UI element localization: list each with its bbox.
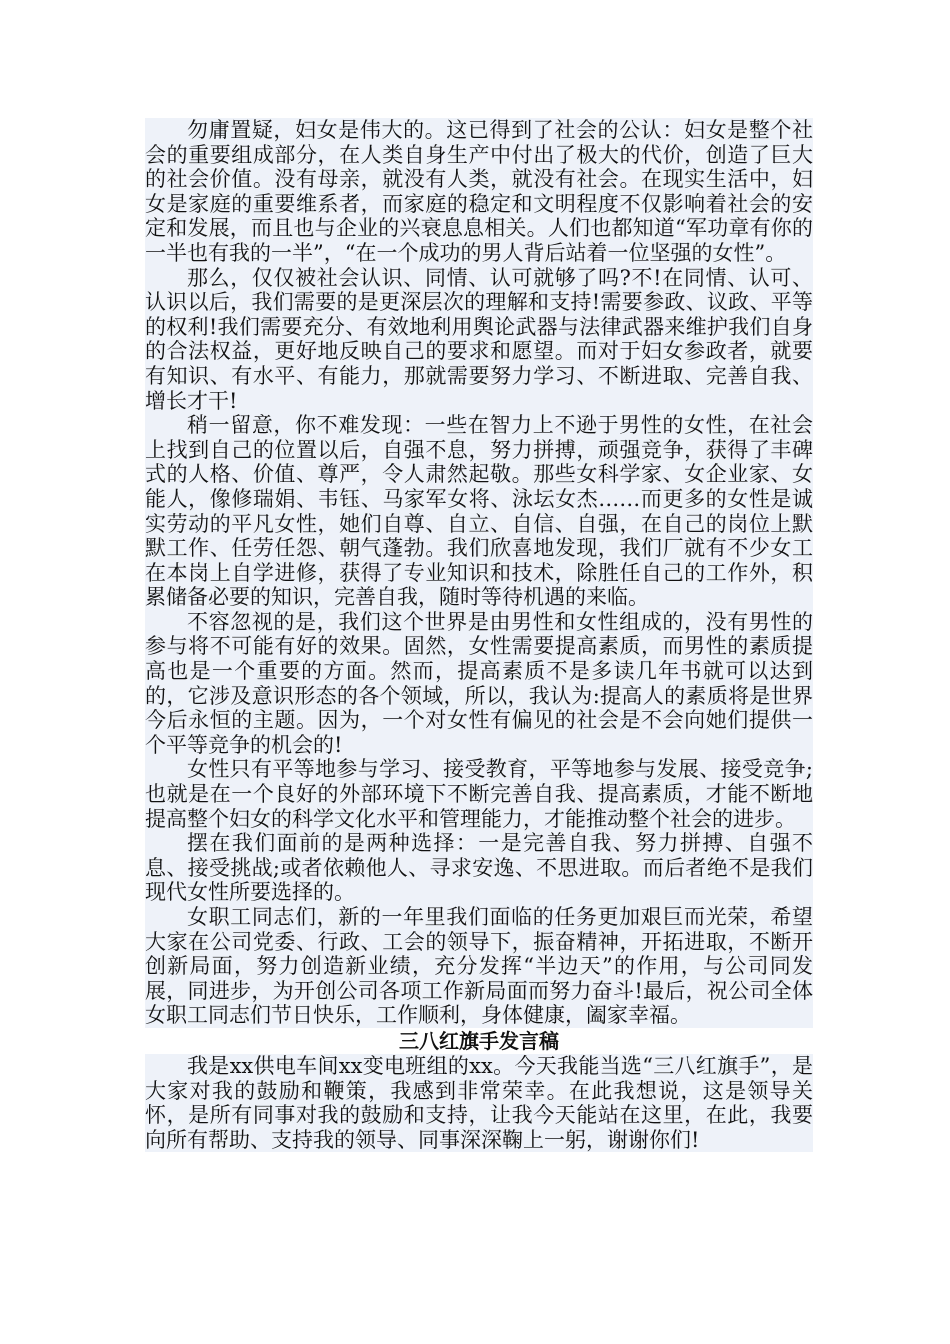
paragraph-1: 勿庸置疑，妇女是伟大的。这已得到了社会的公认：妇女是整个社会的重要组成部分，在人类自身生产中付出了极大的代价，创造了巨大的社会价值。没有母亲，就没有人类，就没有社会。在现实生活中，妇女是家庭的重要维系者，而家庭的稳定和文明程度不仅影响着社会的安定和发展，而且也与企业的兴衰息息相关。人们也都知道“军功章有你的一半也有我的一半”，“在一个成功的男人背后站着一位坚强的女性”。 bbox=[145, 118, 813, 265]
paragraph-6: 摆在我们面前的是两种选择：一是完善自我、努力拼搏、自强不息、接受挑战;或者依赖他人、寻求安逸、不思进取。而后者绝不是我们现代女性所要选择的。 bbox=[145, 831, 813, 905]
paragraph-3: 稍一留意，你不难发现：一些在智力上不逊于男性的女性，在社会上找到自己的位置以后，自强不息，努力拼搏，顽强竞争，获得了丰碑式的人格、价值、尊严，令人肃然起敬。那些女科学家、女企业家、女能人，像修瑞娟、韦钰、马家军女将、泳坛女杰……而更多的女性是诚实劳动的平凡女性，她们自尊、自立、自信、自强，在自己的岗位上默默工作、任劳任怨、朝气蓬勃。我们欣喜地发现，我们厂就有不少女工在本岗上自学进修，获得了专业知识和技术，除胜任自己的工作外，积累储备必要的知识，完善自我，随时等待机遇的来临。 bbox=[145, 413, 813, 610]
paragraph-7: 女职工同志们，新的一年里我们面临的任务更加艰巨而光荣，希望大家在公司党委、行政、工会的领导下，振奋精神，开拓进取，不断开创新局面，努力创造新业绩，充分发挥“半边天”的作用，与公司同发展，同进步，为开创公司各项工作新局面而努力奋斗!最后，祝公司全体女职工同志们节日快乐，工作顺利，身体健康，阖家幸福。 bbox=[145, 905, 813, 1028]
closing-paragraph: 我是xx供电车间xx变电班组的xx。今天我能当选“三八红旗手”，是大家对我的鼓励和鞭策，我感到非常荣幸。在此我想说，这是领导关怀，是所有同事对我的鼓励和支持，让我今天能站在这里，在此，我要向所有帮助、支持我的领导、同事深深鞠上一躬，谢谢你们! bbox=[145, 1053, 813, 1152]
paragraph-4: 不容忽视的是，我们这个世界是由男性和女性组成的，没有男性的参与将不可能有好的效果。固然，女性需要提高素质，而男性的素质提高也是一个重要的方面。然而，提高素质不是多读几年书就可以达到的，它涉及意识形态的各个领域，所以，我认为:提高人的素质将是世界今后永恒的主题。因为，一个对女性有偏见的社会是不会向她们提供一个平等竞争的机会的! bbox=[145, 609, 813, 757]
section-heading: 三八红旗手发言稿 bbox=[145, 1028, 813, 1054]
paragraph-2: 那么，仅仅被社会认识、同情、认可就够了吗?不!在同情、认可、认识以后，我们需要的是更深层次的理解和支持!需要参政、议政、平等的权利!我们需要充分、有效地利用舆论武器与法律武器来维护我们自身的合法权益，更好地反映自己的要求和愿望。而对于妇女参政者，就要有知识、有水平、有能力，那就需要努力学习、不断进取、完善自我、增长才干! bbox=[145, 265, 813, 413]
document-page bbox=[145, 118, 813, 1152]
paragraph-5: 女性只有平等地参与学习、接受教育，平等地参与发展、接受竞争;也就是在一个良好的外部环境下不断完善自我、提高素质，才能不断地提高整个妇女的科学文化水平和管理能力，才能推动整个社会的进步。 bbox=[145, 757, 813, 831]
